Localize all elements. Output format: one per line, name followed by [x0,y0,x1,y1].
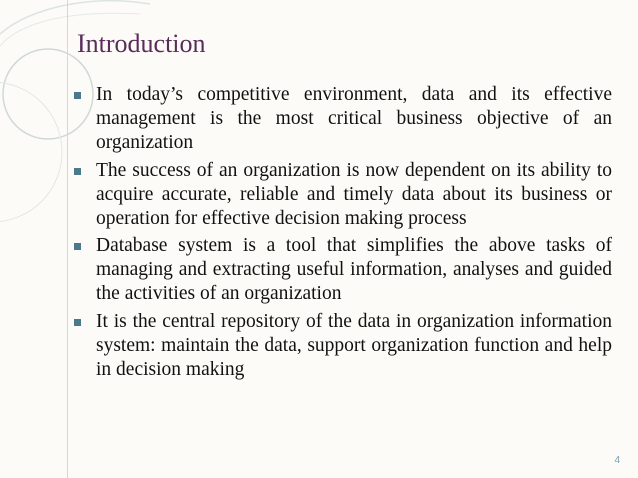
square-bullet-icon [74,319,81,326]
bullet-text: It is the central repository of the data in organization information system: maintain the data, support organization function and help in decision making [96,311,612,380]
bullet-text: The success of an organization is now dependent on its ability to acquire accurate, reliable and timely data about its business or operation for effective decision making process [96,159,612,229]
bullet-item [72,234,612,306]
page-number: 4 [614,455,620,466]
square-bullet-icon [74,168,81,175]
bullet-text: In today’s competitive environment, data and its effective management is the most critical business objective of an organization [96,84,612,153]
vertical-guide-line [67,0,68,478]
bullet-item [72,159,612,231]
slide-title: Introduction [77,29,206,58]
square-bullet-icon [74,92,81,99]
bullet-text: Database system is a tool that simplifies the above tasks of managing and extracting useful information, analyses and guided the activities of an organization [96,235,612,305]
bullet-item [72,310,612,382]
bullet-list [72,83,612,386]
bullet-item [72,83,612,155]
square-bullet-icon [74,243,81,250]
